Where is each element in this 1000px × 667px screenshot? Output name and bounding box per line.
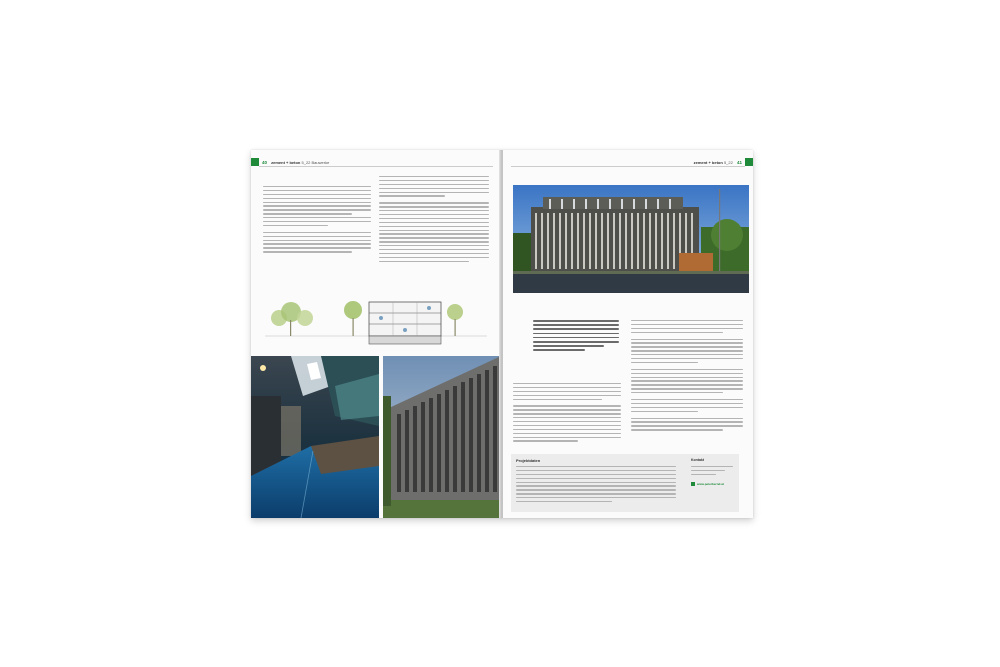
running-head-section-right: 5_22 <box>723 160 733 165</box>
running-head-brand-left: zement + beton <box>271 160 301 165</box>
building-exterior-photo <box>513 185 749 293</box>
running-head-left <box>259 159 493 167</box>
left-text-column-1 <box>263 186 371 255</box>
page-tab-right <box>745 158 753 166</box>
running-head-right <box>511 159 745 167</box>
page-number-right: 41 <box>736 160 742 165</box>
left-page <box>251 150 501 518</box>
contact-lines <box>691 466 733 478</box>
page-number-left: 40 <box>262 160 268 165</box>
left-text-column-2 <box>379 176 489 265</box>
right-text-column-2 <box>631 320 743 433</box>
running-head-section-left: 5_22 Bauwerke <box>301 160 330 165</box>
project-data-title: Projektdaten <box>516 458 541 463</box>
right-text-column-1 <box>513 383 621 444</box>
pull-quote <box>533 320 619 354</box>
contact-url[interactable]: www.peterbernd.at <box>697 482 724 486</box>
right-page <box>503 150 753 518</box>
contact-title: Kontakt <box>691 458 705 462</box>
page-tab-left <box>251 158 259 166</box>
section-drawing-illustration <box>265 288 487 348</box>
project-data-box <box>511 454 739 512</box>
running-head-brand-right: zement + beton <box>693 160 723 165</box>
open-magazine <box>251 150 753 518</box>
facade-photo <box>383 356 501 518</box>
url-bullet-icon <box>691 482 695 486</box>
project-data-lines <box>516 466 676 505</box>
interior-atrium-photo <box>251 356 379 518</box>
